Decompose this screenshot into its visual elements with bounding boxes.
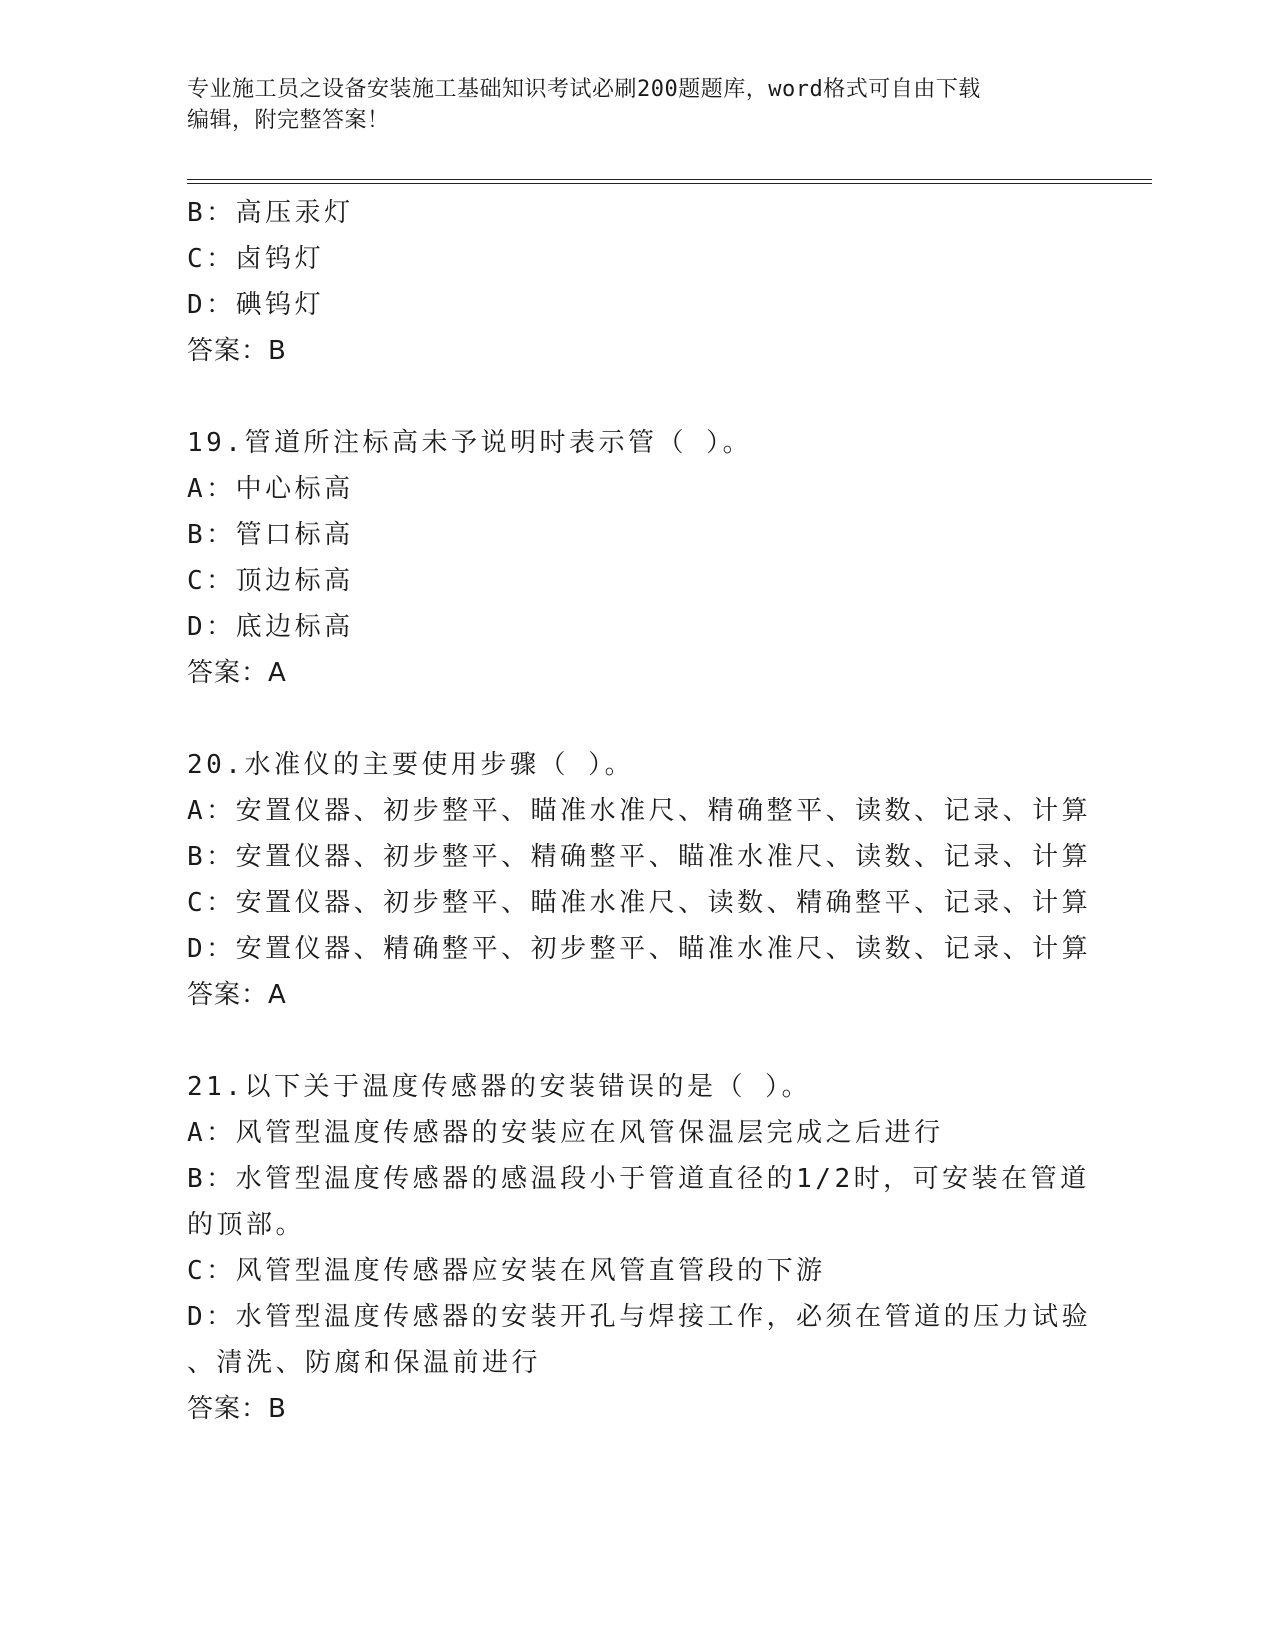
question-list: [187, 190, 1092, 1432]
question-text: 20.水准仪的主要使用步骤（ ）。: [187, 750, 635, 780]
option-d: D：碘钨灯: [187, 290, 325, 320]
question-18: [187, 190, 1087, 374]
spacer: [187, 696, 1087, 742]
question-21: [187, 1064, 1092, 1432]
option-d-line-1: D：水管型温度传感器的安装开孔与焊接工作，必须在管道的压力试验: [187, 1302, 1092, 1332]
answer: 答案：B: [187, 336, 287, 366]
question-text: 21.以下关于温度传感器的安装错误的是（ ）。: [187, 1072, 812, 1102]
option-d: D：安置仪器、精确整平、初步整平、瞄准水准尺、读数、记录、计算: [187, 934, 1092, 964]
option-c: C：卤钨灯: [187, 244, 325, 274]
option-b: B：安置仪器、初步整平、精确整平、瞄准水准尺、读数、记录、计算: [187, 842, 1092, 872]
answer: 答案：A: [187, 658, 287, 688]
header-line-1: 专业施工员之设备安装施工基础知识考试必刷200题题库，word格式可自由下载: [187, 77, 981, 102]
option-b: B：高压汞灯: [187, 198, 354, 228]
option-c: C：顶边标高: [187, 566, 354, 596]
option-a: A：中心标高: [187, 474, 354, 504]
question-text: 19.管道所注标高未予说明时表示管（ ）。: [187, 428, 753, 458]
option-b-line-2: 的顶部。: [187, 1210, 306, 1240]
option-b: B：管口标高: [187, 520, 354, 550]
option-b-line-1: B：水管型温度传感器的感温段小于管道直径的1/2时，可安装在管道: [187, 1164, 1090, 1194]
option-d: D：底边标高: [187, 612, 354, 642]
option-c: C：风管型温度传感器应安装在风管直管段的下游: [187, 1256, 826, 1286]
question-20: [187, 742, 1092, 1018]
option-a: A：风管型温度传感器的安装应在风管保温层完成之后进行: [187, 1118, 944, 1148]
header-divider-top: [187, 179, 1152, 180]
document-header: [187, 74, 1067, 136]
answer: 答案：B: [187, 1394, 287, 1424]
spacer: [187, 374, 1087, 420]
option-d-line-2: 、清洗、防腐和保温前进行: [187, 1348, 542, 1378]
spacer: [187, 1018, 1087, 1064]
option-a: A：安置仪器、初步整平、瞄准水准尺、精确整平、读数、记录、计算: [187, 796, 1092, 826]
answer: 答案：A: [187, 980, 287, 1010]
question-19: [187, 420, 1087, 696]
option-c: C：安置仪器、初步整平、瞄准水准尺、读数、精确整平、记录、计算: [187, 888, 1092, 918]
header-line-2: 编辑，附完整答案！: [187, 108, 390, 133]
header-divider-bottom: [187, 183, 1152, 184]
